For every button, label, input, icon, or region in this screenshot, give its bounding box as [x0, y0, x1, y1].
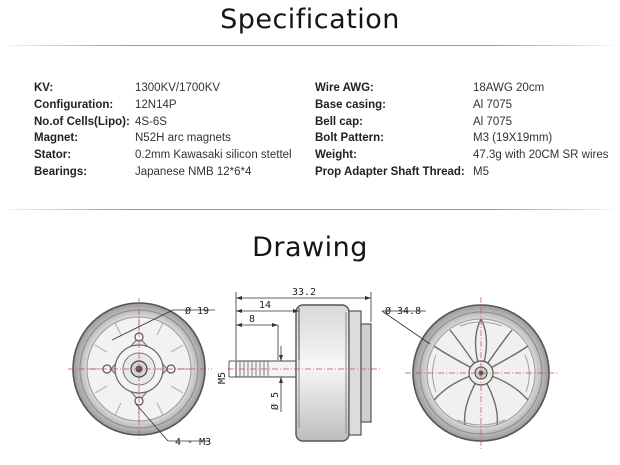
spec-value: 18AWG 20cm	[473, 82, 545, 94]
spec-row	[34, 82, 304, 99]
bell-diameter-label: Ø 34.8	[385, 306, 422, 317]
spec-value: Japanese NMB 12*6*4	[135, 165, 252, 178]
spec-row	[34, 116, 304, 133]
spec-row	[315, 166, 615, 183]
spec-key: Wire AWG:	[315, 82, 374, 94]
shaft-length-label: 8	[249, 314, 256, 325]
spec-row	[315, 99, 615, 116]
bell-length-label: 14	[259, 300, 272, 311]
spec-key: Base casing:	[315, 98, 386, 111]
spec-key: Bearings:	[34, 165, 88, 178]
motor-technical-drawing	[0, 268, 620, 465]
spec-table-right	[315, 82, 615, 183]
spec-value: 0.2mm Kawasaki silicon stettel	[135, 149, 292, 162]
spec-value: Al 7075	[473, 98, 513, 111]
spec-value: M3 (19X19mm)	[473, 132, 553, 145]
spec-value: M5	[473, 165, 489, 178]
spec-row	[315, 132, 615, 149]
divider-top	[8, 45, 612, 46]
spec-key: Weight:	[315, 149, 357, 162]
spec-key: Configuration:	[34, 98, 114, 111]
spec-key: Prop Adapter Shaft Thread:	[315, 165, 465, 178]
spec-row	[34, 99, 304, 116]
shaft-diameter-label: Ø 5	[270, 391, 281, 410]
spec-value: 4S-6S	[135, 115, 167, 128]
spec-row	[315, 149, 615, 166]
drawing-heading: Drawing	[252, 232, 368, 263]
spec-row	[315, 82, 615, 99]
spec-value: 1300KV/1700KV	[135, 82, 221, 94]
spec-row	[34, 166, 304, 183]
spec-value: 47.3g with 20CM SR wires	[473, 149, 609, 162]
spec-row	[34, 149, 304, 166]
spec-key: No.of Cells(Lipo):	[34, 115, 130, 128]
mount-holes-label: 4 - M3	[175, 437, 212, 448]
spec-key: Bell cap:	[315, 115, 363, 128]
spec-key: Bolt Pattern:	[315, 132, 384, 145]
spec-row	[315, 116, 615, 133]
spec-value: 12N14P	[135, 98, 177, 111]
spec-row	[34, 132, 304, 149]
specification-heading: Specification	[220, 4, 400, 35]
divider-middle	[8, 209, 612, 210]
spec-value: N52H arc magnets	[135, 132, 231, 145]
motor-bell-view	[382, 297, 557, 449]
spec-key: Stator:	[34, 149, 72, 162]
overall-length-label: 33.2	[292, 287, 317, 298]
motor-side-view	[217, 287, 380, 441]
spec-value: Al 7075	[473, 115, 513, 128]
motor-base-view	[68, 298, 215, 448]
shaft-thread-label: M5	[217, 371, 228, 384]
spec-table-left	[34, 82, 304, 183]
spec-key: Magnet:	[34, 132, 79, 145]
spec-key: KV:	[34, 82, 54, 94]
bolt-circle-label: Ø 19	[185, 306, 210, 317]
